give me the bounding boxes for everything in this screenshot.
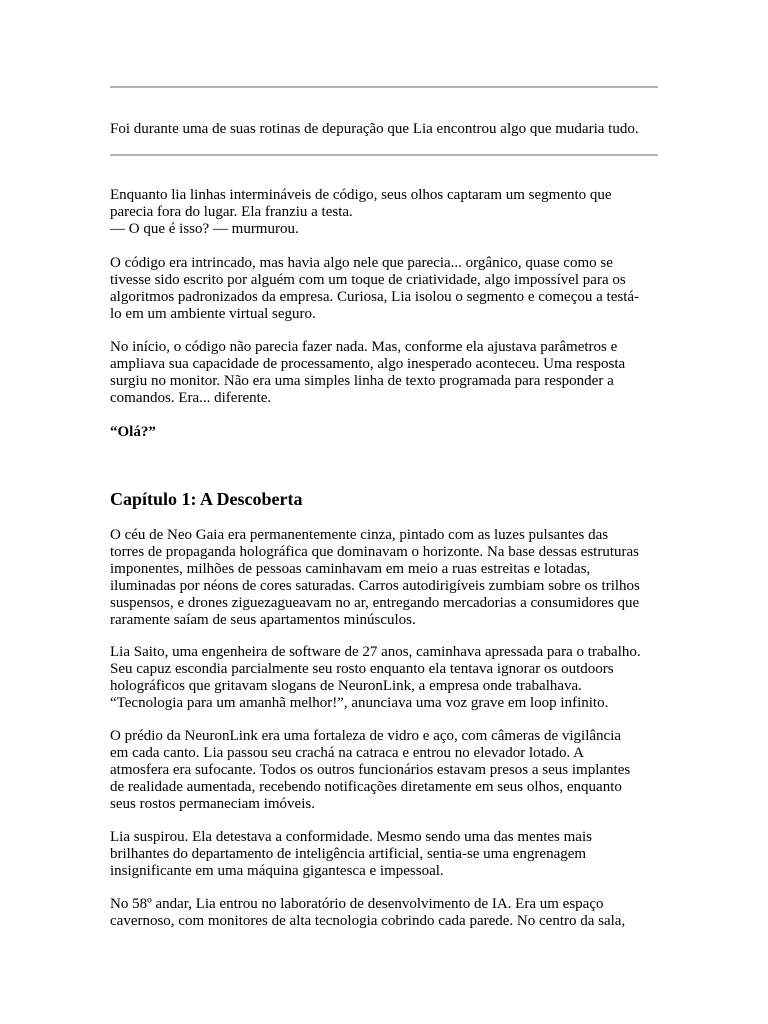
prologue-paragraph: No início, o código não parecia fazer nada. Mas, conforme ela ajustava parâmetros e ampliava sua capacidade de processamento, algo inesperado aconteceu. Uma resposta surgiu no monitor. Não era uma simples linha de texto programada para responder a comandos. Era... diferente.	[110, 339, 626, 406]
chapter-paragraph: O céu de Neo Gaia era permanentemente cinza, pintado com as luzes pulsantes das torres de propaganda holográfica que dominavam o horizonte. Na base dessas estruturas imponentes, milhões de pessoas caminhavam em meio a ruas estreitas e lotadas, iluminadas por néons de cores saturadas. Carros autodirigíveis zumbiam sobre os trilhos suspensos, e drones ziguezagueavam no ar, entregando mercadorias a consumidores que raramente saíam de seus apartamentos minúsculos.	[110, 527, 640, 628]
chapter-paragraph: Lia suspirou. Ela detestava a conformidade. Mesmo sendo uma das mentes mais brilhantes do departamento de inteligência artificial, sentia-se uma engrenagem insignificante em uma máquina gigantesca e impessoal.	[110, 829, 592, 879]
top-divider	[110, 86, 658, 88]
chapter-paragraph: Lia Saito, uma engenheira de software de 27 anos, caminhava apressada para o trabalho. Seu capuz escondia parcialmente seu rosto enquanto ela tentava ignorar os outdoors holográficos que gritavam slogans de NeuronLink, a empresa onde trabalhava. “Tecnologia para um amanhã melhor!”, anunciava uma voz grave em loop infinito.	[110, 644, 641, 711]
chapter-paragraph: No 58º andar, Lia entrou no laboratório de desenvolvimento de IA. Era um espaço cavernoso, com monitores de alta tecnologia cobrindo cada parede. No centro da sala,	[110, 896, 626, 929]
epigraph: Foi durante uma de suas rotinas de depuração que Lia encontrou algo que mudaria tudo.	[110, 121, 639, 137]
prologue-paragraph: Enquanto lia linhas intermináveis de código, seus olhos captaram um segmento que parecia fora do lugar. Ela franziu a testa. — O que é isso? — murmurou.	[110, 187, 612, 237]
bottom-divider	[110, 154, 658, 156]
prologue-closing-line: “Olá?”	[110, 424, 156, 440]
chapter-title: Capítulo 1: A Descoberta	[110, 489, 303, 509]
prologue-paragraph: O código era intrincado, mas havia algo nele que parecia... orgânico, quase como se tivesse sido escrito por alguém com um toque de criatividade, algo impossível para os algoritmos padronizados da empresa. Curiosa, Lia isolou o segmento e começou a testá- lo em um ambiente virtual seguro.	[110, 255, 640, 322]
chapter-paragraph: O prédio da NeuronLink era uma fortaleza de vidro e aço, com câmeras de vigilância em cada canto. Lia passou seu crachá na catraca e entrou no elevador lotado. A atmosfera era sufocante. Todos os outros funcionários estavam presos a seus implantes de realidade aumentada, recebendo notificações diretamente em seus olhos, enquanto seus rostos permaneciam imóveis.	[110, 728, 631, 812]
